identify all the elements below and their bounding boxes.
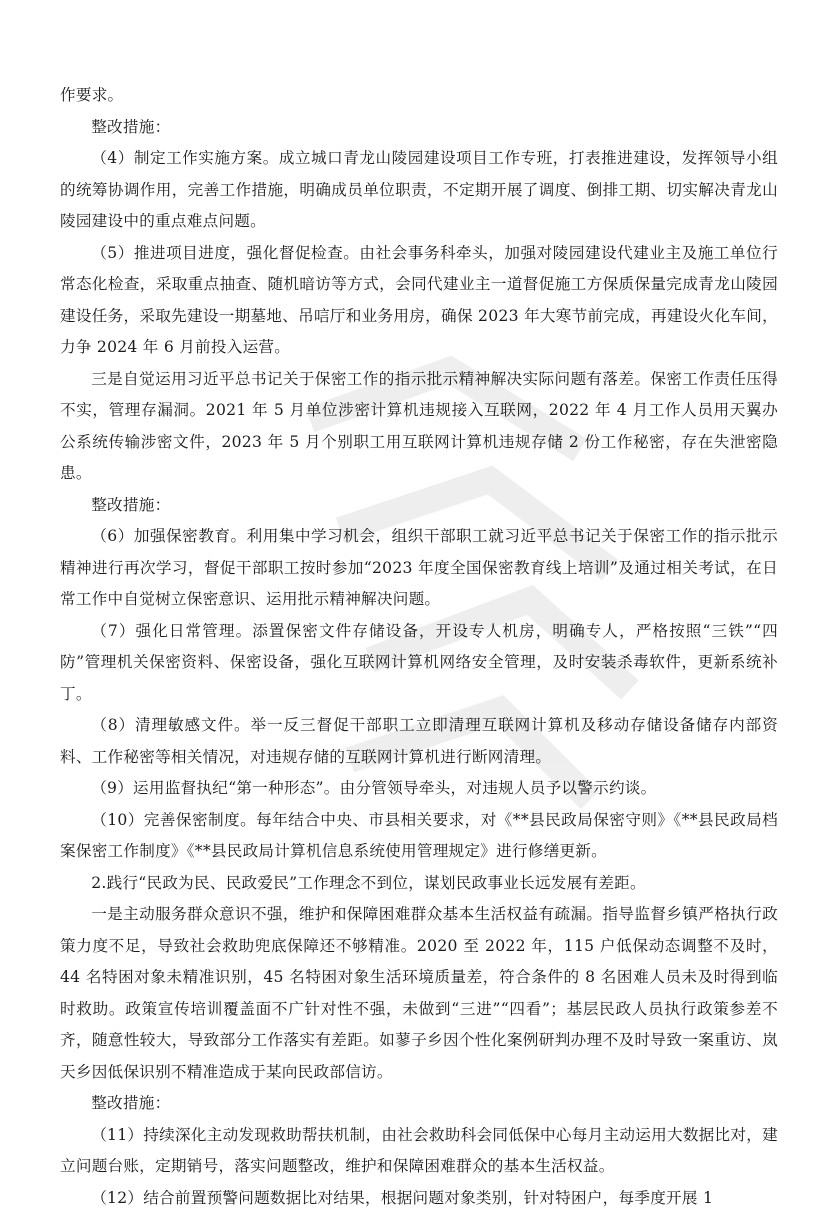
paragraph-8: （7）强化日常管理。添置保密文件存储设备，开设专人机房，明确专人，严格按照“三铁”“四防”管理机关保密资料、保密设备，强化互联网计算机网络安全管理，及时安装杀毒软件，更新系统补丁。 [60,616,778,711]
document-body [60,80,778,1214]
paragraph-16: （12）结合前置预警问题数据比对结果，根据问题对象类别，针对特困户，每季度开展 1 [60,1183,778,1214]
paragraph-14: 整改措施： [60,1088,778,1120]
paragraph-15: （11）持续深化主动发现救助帮扶机制，由社会救助科会同低保中心每月主动运用大数据比对，建立问题台账，定期销号，落实问题整改，维护和保障困难群众的基本生活权益。 [60,1120,778,1183]
paragraph-10: （9）运用监督执纪“第一种形态”。由分管领导牵头，对违规人员予以警示约谈。 [60,773,778,805]
paragraph-3: （4）制定工作实施方案。成立城口青龙山陵园建设项目工作专班，打表推进建设，发挥领导小组的统筹协调作用，完善工作措施，明确成员单位职责，不定期开展了调度、倒排工期、切实解决青龙山陵园建设中的重点难点问题。 [60,143,778,238]
paragraph-7: （6）加强保密教育。利用集中学习机会，组织干部职工就习近平总书记关于保密工作的指示批示精神进行再次学习，督促干部职工按时参加“2023 年度全国保密教育线上培训”及通过相关考试，在日常工作中自觉树立保密意识、运用批示精神解决问题。 [60,521,778,616]
paragraph-2: 整改措施： [60,112,778,144]
paragraph-1: 作要求。 [60,80,778,112]
paragraph-13: 一是主动服务群众意识不强，维护和保障困难群众基本生活权益有疏漏。指导监督乡镇严格执行政策力度不足，导致社会救助兜底保障还不够精准。2020 至 2022 年，115 户低保动态调整不及时，44 名特困对象未精准识别，45 名特困对象生活环境质量差，符合条件的 8 名困难人员未及时得到临时救助。政策宣传培训覆盖面不广针对性不强，未做到“三进”“四看”；基层民政人员执行政策参差不齐，随意性较大，导致部分工作落实有差距。如蓼子乡因个性化案例研判办理不及时导致一案重访、岚天乡因低保识别不精准造成于某向民政部信访。 [60,899,778,1088]
paragraph-11: （10）完善保密制度。每年结合中央、市县相关要求，对《**县民政局保密守则》《**县民政局档案保密工作制度》《**县民政局计算机信息系统使用管理规定》进行修缮更新。 [60,805,778,868]
paragraph-6: 整改措施： [60,490,778,522]
paragraph-9: （8）清理敏感文件。举一反三督促干部职工立即清理互联网计算机及移动存储设备储存内部资料、工作秘密等相关情况，对违规存储的互联网计算机进行断网清理。 [60,710,778,773]
paragraph-12: 2.践行“民政为民、民政爱民”工作理念不到位，谋划民政事业长远发展有差距。 [60,868,778,900]
paragraph-5: 三是自觉运用习近平总书记关于保密工作的指示批示精神解决实际问题有落差。保密工作责任压得不实，管理存漏洞。2021 年 5 月单位涉密计算机违规接入互联网，2022 年 4 月工作人员用天翼办公系统传输涉密文件，2023 年 5 月个别职工用互联网计算机违规存储 2 份工作秘密，存在失泄密隐患。 [60,364,778,490]
paragraph-4: （5）推进项目进度，强化督促检查。由社会事务科牵头，加强对陵园建设代建业主及施工单位行常态化检查，采取重点抽查、随机暗访等方式，会同代建业主一道督促施工方保质保量完成青龙山陵园建设任务，采取先建设一期墓地、吊唁厅和业务用房，确保 2023 年大寒节前完成，再建设火化车间，力争 2024 年 6 月前投入运营。 [60,238,778,364]
